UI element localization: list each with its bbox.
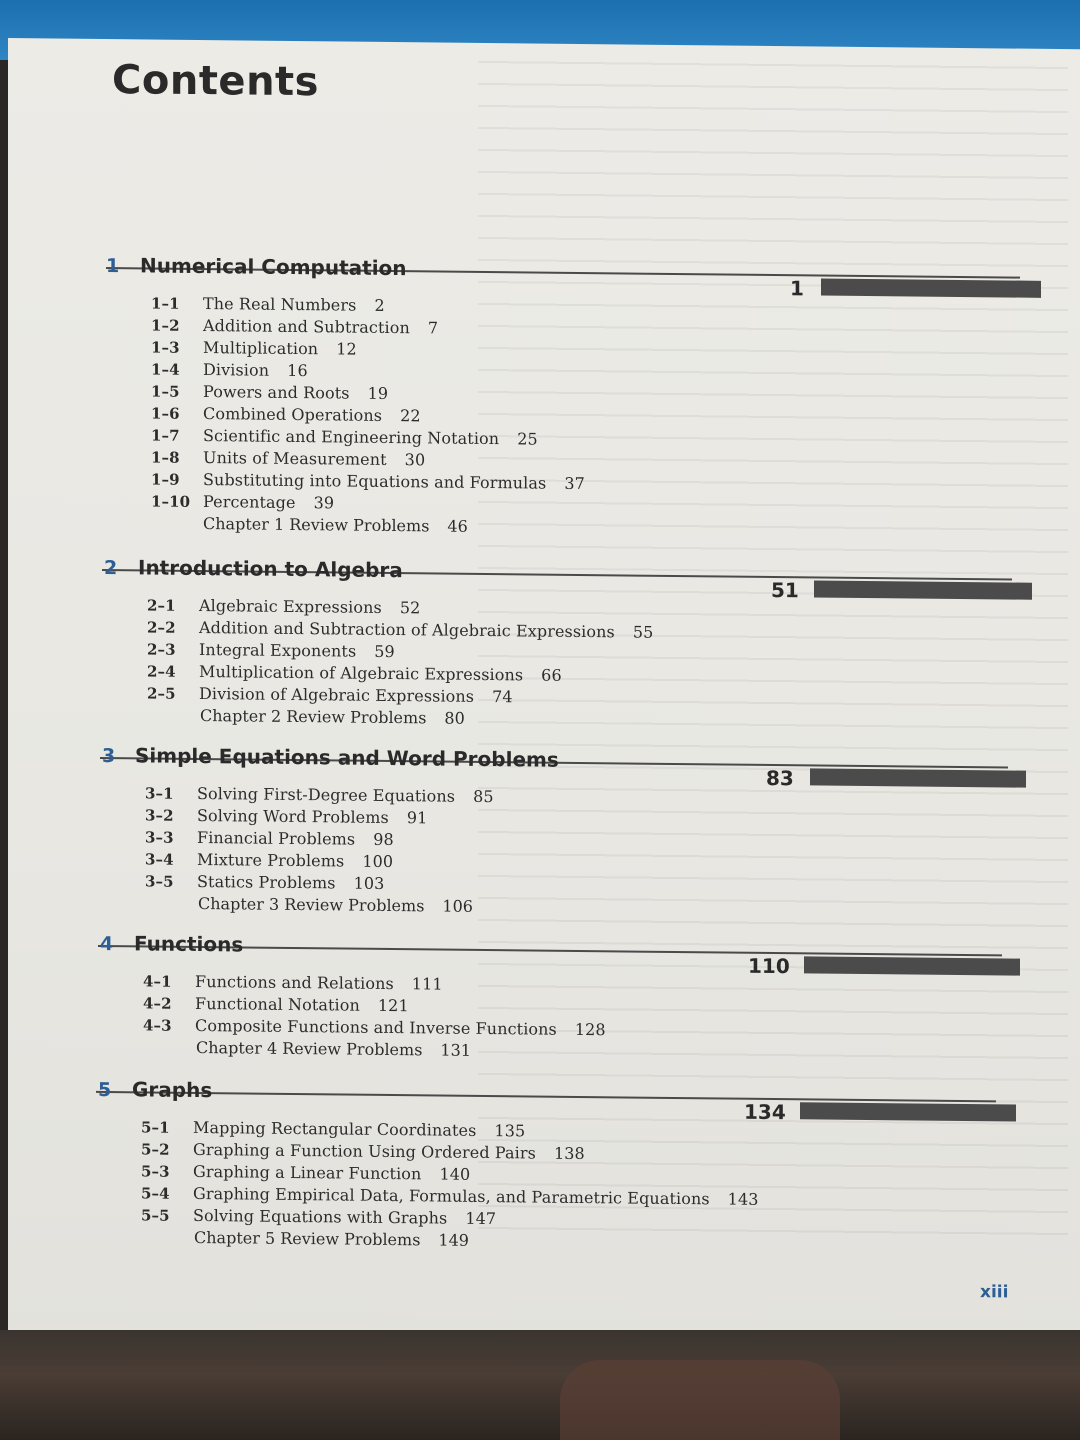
section-entry: 3–4 Mixture Problems 100 — [145, 849, 394, 872]
section-entry: 1–8 Units of Measurement 30 — [151, 448, 426, 470]
chapter-page: 134 — [744, 1099, 786, 1125]
chapter-rule — [96, 1091, 996, 1102]
chapter-number: 3 — [102, 744, 116, 768]
chapter-5 — [8, 1077, 1080, 1250]
section-entry: 1–5 Powers and Roots 19 — [151, 382, 389, 403]
chapter-review: Chapter 3 Review Problems 106 — [198, 893, 473, 916]
chapter-title: Simple Equations and Word Problems — [135, 743, 559, 772]
page-title: Contents — [112, 57, 319, 106]
chapter-3 — [8, 743, 1080, 916]
chapter-1 — [8, 253, 1080, 536]
section-entry: 5–2 Graphing a Function Using Ordered Pairs 138 — [141, 1139, 585, 1164]
section-entry: 2–2 Addition and Subtraction of Algebraic Expressions 55 — [147, 618, 654, 642]
chapter-title: Introduction to Algebra — [138, 555, 403, 583]
chapter-bar — [814, 580, 1032, 599]
section-entry: 4–1 Functions and Relations 111 — [143, 971, 443, 994]
section-entry: 1–10 Percentage 39 — [151, 492, 335, 513]
background-floor — [0, 1330, 1080, 1440]
section-entry: 2–4 Multiplication of Algebraic Expressions 66 — [147, 662, 562, 685]
section-entry: 2–1 Algebraic Expressions 52 — [147, 596, 421, 618]
chapter-review: Chapter 4 Review Problems 131 — [196, 1037, 471, 1060]
chapter-bar — [821, 279, 1041, 298]
section-entry: 1–7 Scientific and Engineering Notation 25 — [151, 426, 538, 449]
chapter-number: 4 — [100, 932, 114, 956]
chapter-title: Functions — [134, 931, 244, 957]
chapter-page: 110 — [748, 953, 790, 979]
chapter-bar — [800, 1102, 1016, 1121]
chapter-number: 5 — [98, 1078, 112, 1102]
chapter-bar — [810, 768, 1026, 787]
chapter-page: 83 — [766, 765, 794, 791]
chapter-bar — [804, 956, 1020, 975]
section-entry: 5–4 Graphing Empirical Data, Formulas, and Parametric Equations 143 — [141, 1183, 759, 1209]
section-entry: 5–3 Graphing a Linear Function 140 — [141, 1161, 471, 1184]
chapter-number: 1 — [106, 255, 120, 278]
chapter-page: 51 — [771, 577, 799, 603]
chapter-4 — [8, 931, 1080, 1060]
section-entry: 5–5 Solving Equations with Graphs 147 — [141, 1205, 497, 1229]
chapter-review: Chapter 1 Review Problems 46 — [203, 514, 468, 536]
chapter-title: Numerical Computation — [140, 253, 407, 281]
chapter-review: Chapter 2 Review Problems 80 — [200, 706, 465, 728]
chapter-2 — [8, 555, 1080, 728]
contents-page — [8, 38, 1080, 1371]
section-entry: 3–1 Solving First-Degree Equations 85 — [145, 783, 494, 807]
chapter-page: 1 — [790, 276, 804, 301]
section-entry: 3–3 Financial Problems 98 — [145, 827, 394, 850]
chapter-review: Chapter 5 Review Problems 149 — [194, 1227, 469, 1250]
section-entry: 3–2 Solving Word Problems 91 — [145, 805, 428, 828]
section-entry: 1–3 Multiplication 12 — [151, 338, 357, 359]
page-number: xiii — [980, 1282, 1009, 1303]
section-entry: 1–1 The Real Numbers 2 — [151, 294, 385, 315]
section-entry: 2–5 Division of Algebraic Expressions 74 — [147, 684, 513, 707]
section-entry: 1–2 Addition and Subtraction 7 — [151, 316, 439, 338]
section-entry: 1–6 Combined Operations 22 — [151, 404, 421, 426]
section-entry: 1–4 Division 16 — [151, 360, 308, 381]
section-entry: 4–3 Composite Functions and Inverse Functions 128 — [143, 1015, 606, 1040]
section-entry: 4–2 Functional Notation 121 — [143, 993, 409, 1016]
chapter-title: Graphs — [132, 1077, 213, 1103]
section-entry: 2–3 Integral Exponents 59 — [147, 640, 395, 662]
section-entry: 5–1 Mapping Rectangular Coordinates 135 — [141, 1117, 526, 1141]
section-entry: 1–9 Substituting into Equations and Formulas 37 — [151, 470, 585, 494]
chapter-number: 2 — [104, 557, 118, 580]
section-entry: 3–5 Statics Problems 103 — [145, 871, 385, 893]
bleed-through-text — [478, 43, 1068, 1249]
